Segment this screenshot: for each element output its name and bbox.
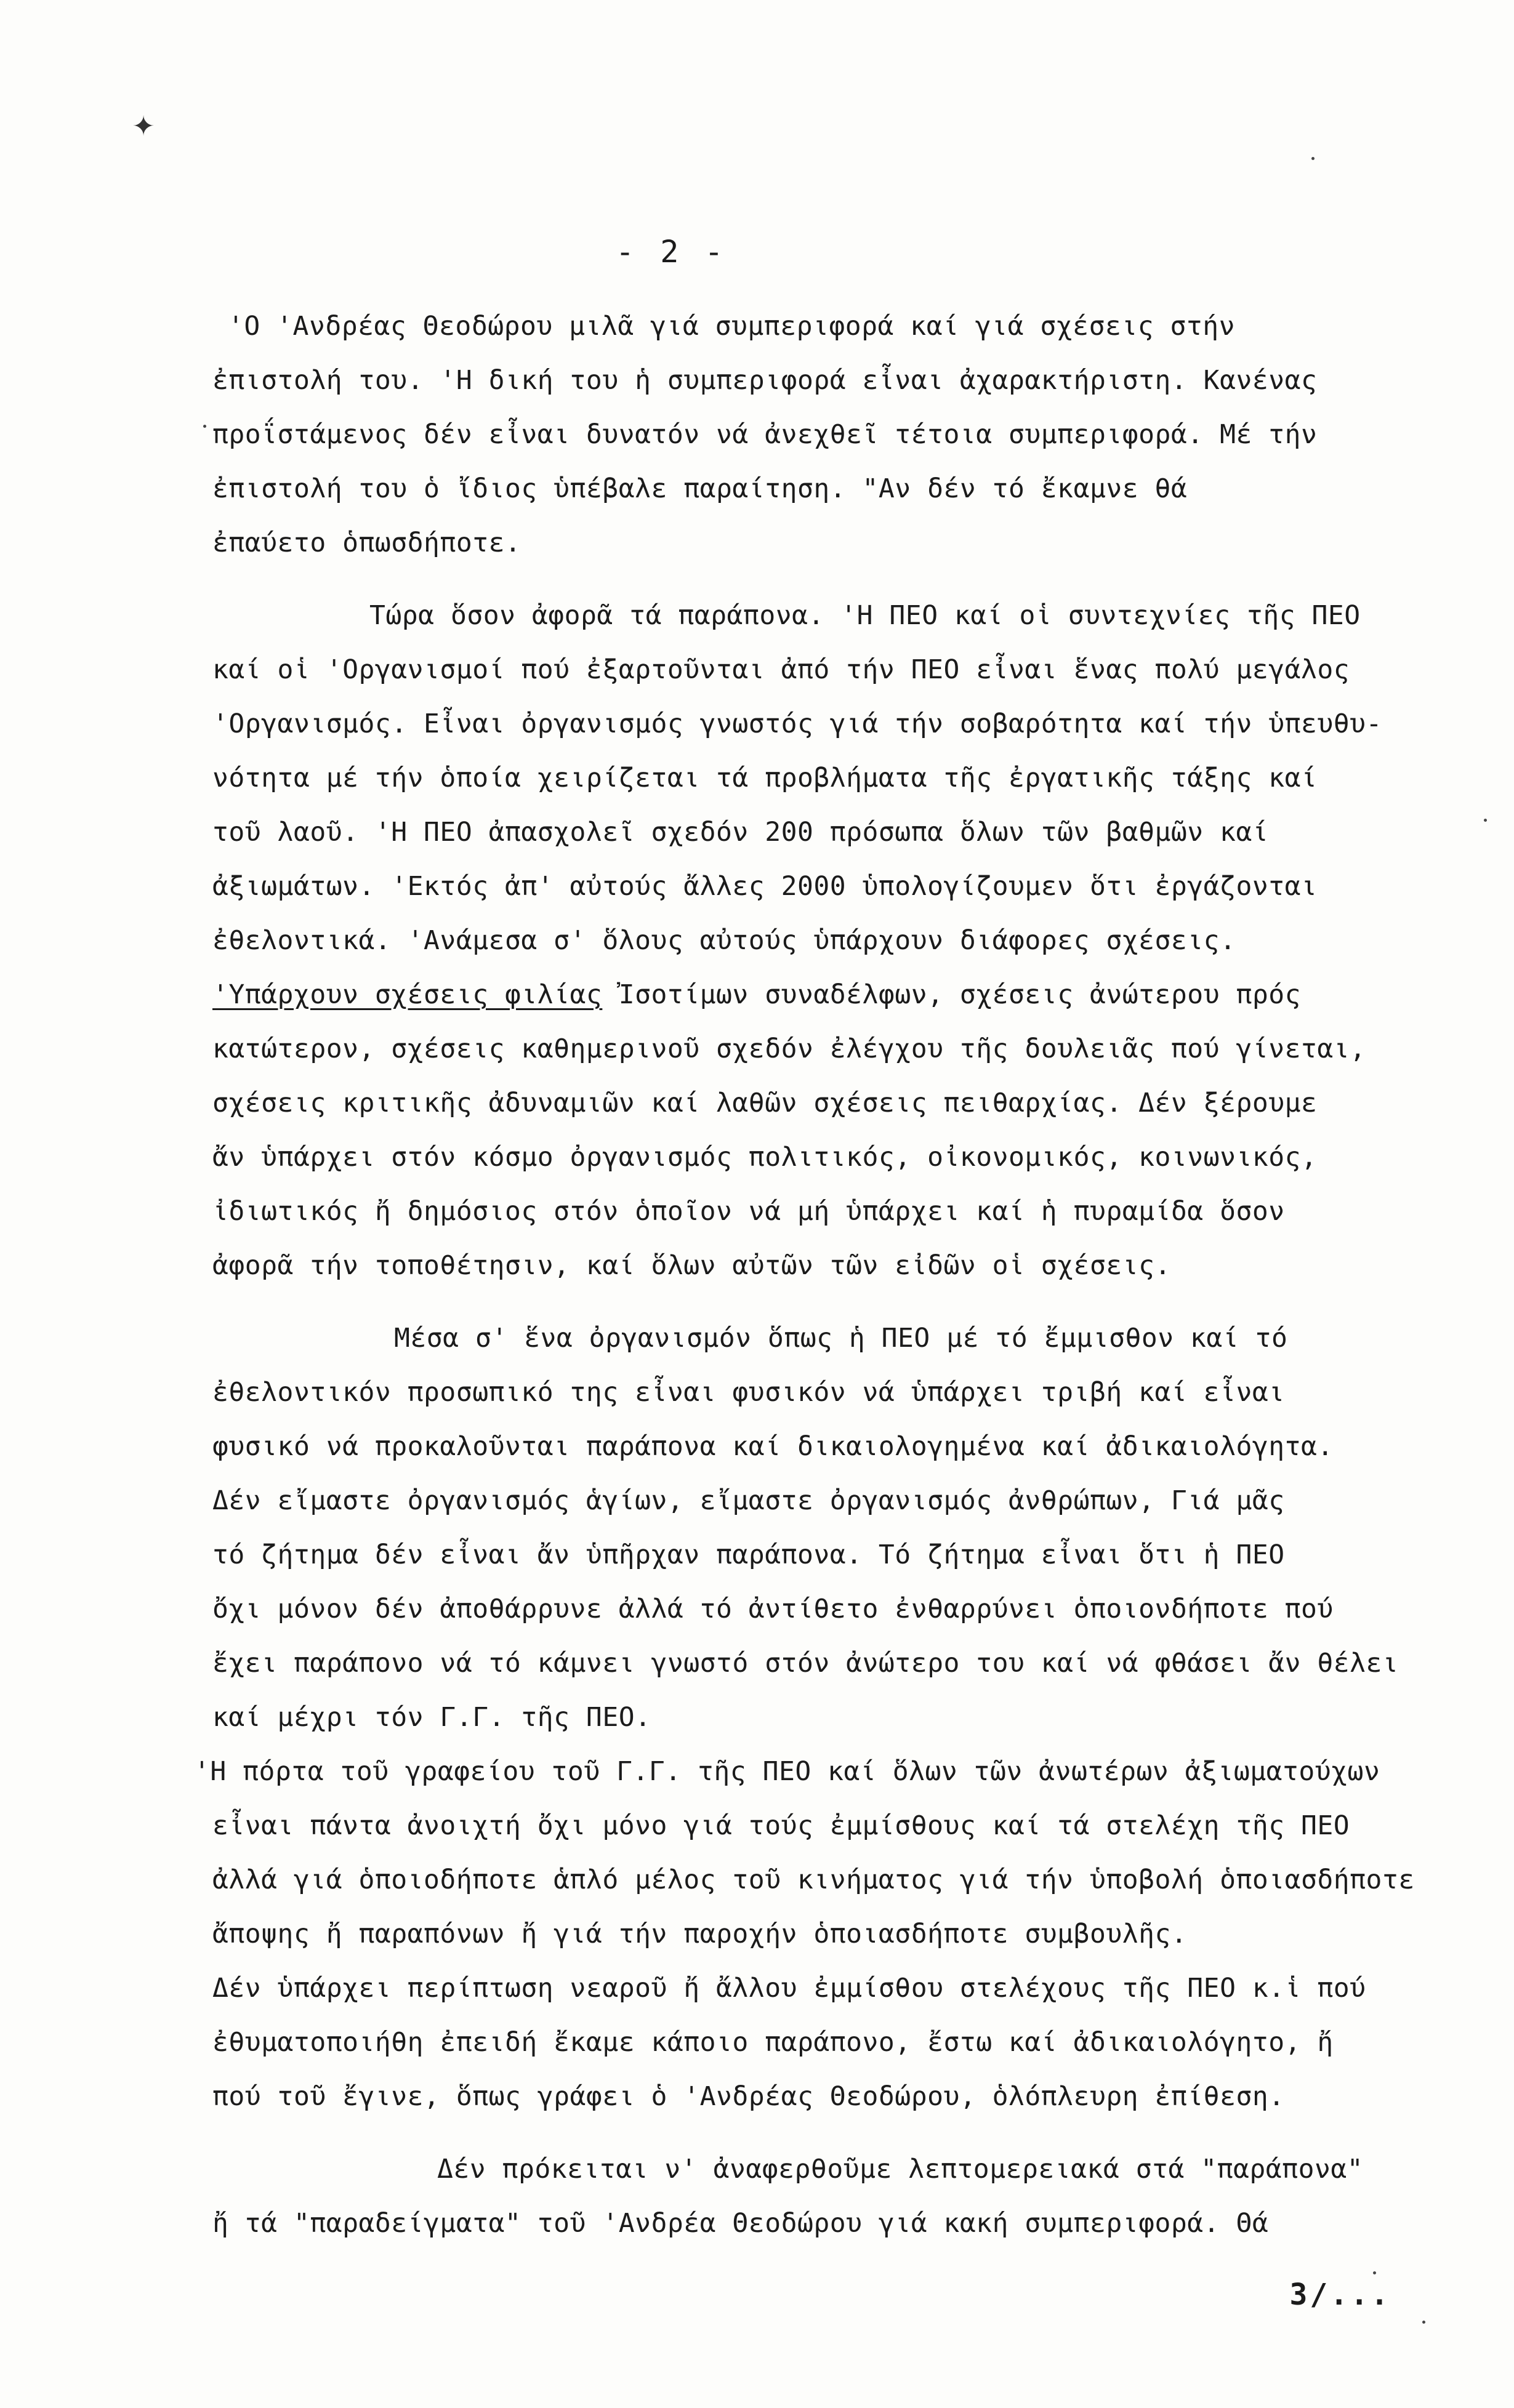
scan-speck: [1422, 2321, 1425, 2324]
line-text: 'Ο 'Ανδρέας Θεοδώρου μιλᾶ γιά συμπεριφορά καί γιά σχέσεις στήν: [228, 311, 1236, 342]
line-text: φυσικό νά προκαλοῦνται παράπονα καί δικαιολογημένα καί ἀδικαιολόγητα.: [212, 1431, 1334, 1462]
text-line: [212, 1196, 1285, 1227]
line-text: τοῦ λαοῦ. 'Η ΠΕΟ ἀπασχολεῖ σχεδόν 200 πρόσωπα ὅλων τῶν βαθμῶν καί: [212, 817, 1269, 848]
line-text: Δέν ὑπάρχει περίπτωση νεαροῦ ἤ ἄλλου ἐμμίσθου στελέχους τῆς ΠΕΟ κ.ἱ πού: [212, 1973, 1366, 2004]
line-text: καί οἱ 'Οργανισμοί πού ἐξαρτοῦνται ἀπό τήν ΠΕΟ εἶναι ἕνας πολύ μεγάλος: [212, 654, 1350, 685]
text-line: [212, 1594, 1334, 1624]
line-text: ἐπιστολή του. 'Η δική του ἡ συμπεριφορά εἶναι ἀχαρακτήριστη. Κανένας: [212, 365, 1318, 396]
line-text: ἐθυματοποιήθη ἐπειδή ἔκαμε κάποιο παράπονο, ἔστω καί ἀδικαιολόγητο, ἤ: [212, 2027, 1334, 2058]
text-line: [212, 654, 1350, 685]
text-line: [212, 528, 521, 558]
line-text: 'Οργανισμός. Εἶναι ὀργανισμός γνωστός γιά τήν σοβαρότητα καί τήν ὑπευθυ-: [212, 708, 1382, 739]
text-line: [437, 2154, 1363, 2185]
line-text: ἀλλά γιά ὁποιοδήποτε ἁπλό μέλος τοῦ κινήματος γιά τήν ὑποβολή ὁποιασδήποτε: [212, 1864, 1415, 1895]
text-line: [212, 1250, 1171, 1281]
text-line: [212, 473, 1187, 504]
text-line: [212, 763, 1317, 793]
line-text: ἐθελοντικά. 'Ανάμεσα σ' ὅλους αὐτούς ὑπάρχουν διάφορες σχέσεις.: [212, 925, 1236, 956]
line-text: καί μέχρι τόν Γ.Γ. τῆς ΠΕΟ.: [212, 1702, 651, 1733]
line-text: ἀξιωμάτων. 'Εκτός ἀπ' αὐτούς ἄλλες 2000 ὑπολογίζουμεν ὅτι ἐργάζονται: [212, 871, 1318, 902]
line-text: ἐθελοντικόν προσωπικό της εἶναι φυσικόν νά ὑπάρχει τριβή καί εἶναι: [212, 1377, 1285, 1408]
line-text: 'Η πόρτα τοῦ γραφείου τοῦ Γ.Γ. τῆς ΠΕΟ καί ὅλων τῶν ἀνωτέρων ἀξιωματούχων: [194, 1756, 1380, 1787]
text-line: [212, 419, 1317, 450]
line-text: Μέσα σ' ἕνα ὀργανισμόν ὅπως ἡ ΠΕΟ μέ τό ἔμμισθον καί τό: [394, 1323, 1288, 1354]
line-text: ἐπιστολή του ὁ ἴδιος ὑπέβαλε παραίτηση. "Αν δέν τό ἔκαμνε θά: [212, 473, 1188, 504]
line-text: κατώτερον, σχέσεις καθημερινοῦ σχεδόν ἐλέγχου τῆς δουλειᾶς πού γίνεται,: [212, 1033, 1366, 1064]
text-line: [228, 311, 1235, 342]
text-line: [212, 979, 1301, 1010]
text-line: [194, 1756, 1380, 1787]
text-line: [212, 1648, 1398, 1679]
line-text: Τώρα ὅσον ἀφορᾶ τά παράπονα. 'Η ΠΕΟ καί οἱ συντεχνίες τῆς ΠΕΟ: [369, 600, 1361, 631]
scan-speck: [203, 425, 206, 428]
corner-mark-icon: ✦: [132, 102, 155, 145]
text-line: [212, 1142, 1317, 1173]
page-number: - 2 -: [616, 234, 727, 270]
text-line: [212, 2027, 1334, 2058]
text-line: [212, 1864, 1415, 1895]
text-line: [212, 1973, 1366, 2004]
text-line: [212, 1919, 1187, 1949]
line-text: Δέν πρόκειται ν' ἀναφερθοῦμε λεπτομερειακά στά "παράπονα": [437, 2154, 1364, 2185]
text-line: [212, 1485, 1285, 1516]
line-text: εἶναι πάντα ἀνοιχτή ὄχι μόνο γιά τούς ἐμμίσθους καί τά στελέχη τῆς ΠΕΟ: [212, 1810, 1350, 1841]
text-line: [212, 2208, 1268, 2239]
line-text: ἐπαύετο ὁπωσδήποτε.: [212, 528, 521, 558]
text-line: [212, 1088, 1317, 1118]
line-text: ἀφορᾶ τήν τοποθέτησιν, καί ὅλων αὐτῶν τῶν εἰδῶν οἱ σχέσεις.: [212, 1250, 1171, 1281]
line-text: Ἰσοτίμων συναδέλφων, σχέσεις ἀνώτερου πρός: [618, 979, 1302, 1010]
text-line: [212, 1810, 1350, 1841]
text-line: [212, 1539, 1285, 1570]
scan-speck: [1311, 157, 1315, 160]
text-line: [212, 708, 1382, 739]
text-line: [212, 2081, 1285, 2112]
line-text: ὄχι μόνον δέν ἀποθάρρυνε ἀλλά τό ἀντίθετο ἐνθαρρύνει ὁποιονδήποτε πού: [212, 1594, 1334, 1624]
line-text: ἰδιωτικός ἤ δημόσιος στόν ὁποῖον νά μή ὑπάρχει καί ἡ πυραμίδα ὅσον: [212, 1196, 1285, 1227]
line-text: νότητα μέ τήν ὁποία χειρίζεται τά προβλήματα τῆς ἐργατικῆς τάξης καί: [212, 763, 1318, 793]
line-text: ἄποψης ἤ παραπόνων ἤ γιά τήν παροχήν ὁποιασδήποτε συμβουλῆς.: [212, 1919, 1188, 1949]
text-line: [212, 1431, 1334, 1462]
line-text: σχέσεις κριτικῆς ἀδυναμιῶν καί λαθῶν σχέσεις πειθαρχίας. Δέν ξέρουμε: [212, 1088, 1318, 1118]
text-line: [212, 1033, 1366, 1064]
text-line: [212, 1702, 651, 1733]
line-text: Δέν εἴμαστε ὀργανισμός ἁγίων, εἴμαστε ὀργανισμός ἀνθρώπων, Γιά μᾶς: [212, 1485, 1285, 1516]
line-text: ἤ τά "παραδείγματα" τοῦ 'Ανδρέα Θεοδώρου γιά κακή συμπεριφορά. Θά: [212, 2208, 1269, 2239]
scan-speck: [1373, 2271, 1376, 2274]
text-line: [212, 925, 1236, 956]
line-text: τό ζήτημα δέν εἶναι ἄν ὑπῆρχαν παράπονα. Τό ζήτημα εἶναι ὅτι ἡ ΠΕΟ: [212, 1539, 1285, 1570]
line-text: ἔχει παράπονο νά τό κάμνει γνωστό στόν ἀνώτερο του καί νά φθάσει ἄν θέλει: [212, 1648, 1399, 1679]
underlined-phrase: 'Υπάρχουν σχέσεις φιλίας: [212, 979, 603, 1010]
line-text: ἄν ὑπάρχει στόν κόσμο ὀργανισμός πολιτικός, οἰκονομικός, κοινωνικός,: [212, 1142, 1318, 1173]
text-line: [212, 365, 1317, 396]
scan-speck: [1484, 819, 1487, 822]
line-text: πού τοῦ ἔγινε, ὅπως γράφει ὁ 'Ανδρέας Θεοδώρου, ὁλόπλευρη ἐπίθεση.: [212, 2081, 1285, 2112]
text-line: [212, 1377, 1285, 1408]
text-line: [369, 600, 1361, 631]
text-line: [394, 1323, 1287, 1354]
continuation-marker: 3/...: [1289, 2278, 1391, 2312]
line-text: προΐστάμενος δέν εἶναι δυνατόν νά ἀνεχθεῖ τέτοια συμπεριφορά. Μέ τήν: [212, 419, 1318, 450]
text-line: [212, 871, 1317, 902]
text-line: [212, 817, 1268, 848]
